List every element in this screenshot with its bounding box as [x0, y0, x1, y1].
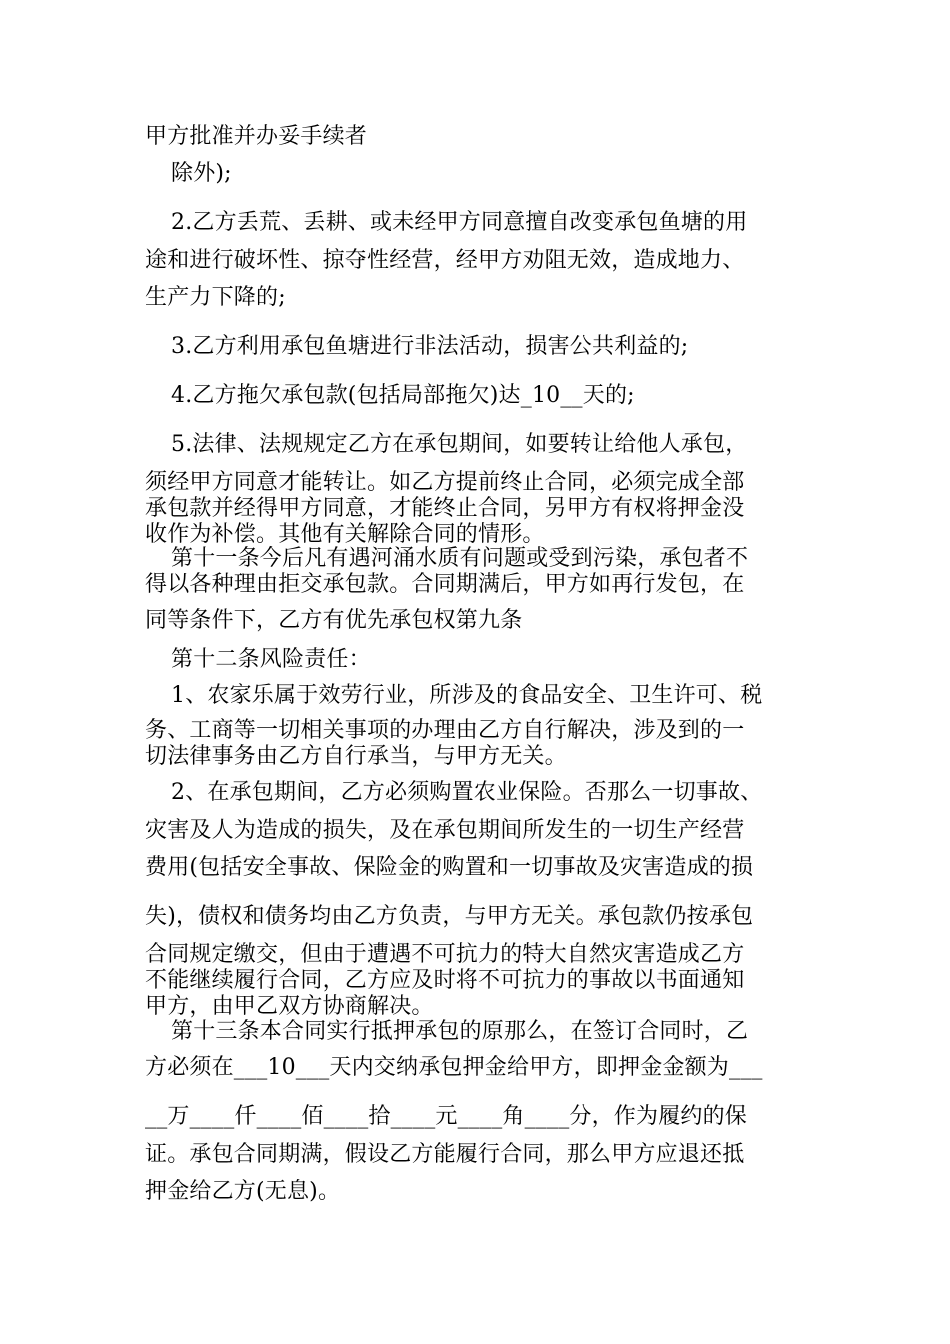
- text-line: 押金给乙方(无息)。: [145, 1179, 341, 1204]
- text-line: 第十二条风险责任：: [171, 647, 371, 672]
- text-line: 生产力下降的;: [145, 285, 286, 310]
- text-line: 灾害及人为造成的损失，及在承包期间所发生的一切生产经营: [145, 818, 745, 843]
- text-line: 5.法律、法规规定乙方在承包期间，如要转让给他人承包，: [171, 432, 748, 457]
- text-line: 2.乙方丢荒、丢耕、或未经甲方同意擅自改变承包鱼塘的用: [171, 210, 748, 235]
- text-line: 失)，债权和债务均由乙方负责，与甲方无关。承包款仍按承包: [145, 904, 754, 929]
- text-line: 合同规定缴交，但由于遭遇不可抗力的特大自然灾害造成乙方: [145, 942, 745, 967]
- text-line: 方必须在___10___天内交纳承包押金给甲方，即押金金额为___: [145, 1055, 763, 1080]
- text-line: 不能继续履行合同，乙方应及时将不可抗力的事故以书面通知: [145, 968, 745, 993]
- text-line: 途和进行破坏性、掠夺性经营，经甲方劝阻无效，造成地力、: [145, 248, 745, 273]
- text-line: 务、工商等一切相关事项的办理由乙方自行解决，涉及到的一: [145, 718, 745, 743]
- text-line: 同等条件下，乙方有优先承包权第九条: [145, 608, 523, 633]
- text-line: __万____仟____佰____拾____元____角____分，作为履约的保: [145, 1104, 748, 1129]
- text-line: 得以各种理由拒交承包款。合同期满后，甲方如再行发包，在: [145, 572, 745, 597]
- text-line: 1、农家乐属于效劳行业，所涉及的食品安全、卫生许可、税: [171, 683, 763, 708]
- text-line: 甲方批准并办妥手续者: [145, 124, 368, 149]
- text-line: 4.乙方拖欠承包款(包括局部拖欠)达_10__天的;: [171, 383, 635, 408]
- text-line: 证。承包合同期满，假设乙方能履行合同，那么甲方应退还抵: [145, 1142, 745, 1167]
- text-line: 2、在承包期间，乙方必须购置农业保险。否那么一切事故、: [171, 780, 763, 805]
- text-line: 第十一条今后凡有遇河涌水质有问题或受到污染，承包者不: [171, 546, 749, 571]
- text-line: 第十三条本合同实行抵押承包的原那么，在签订合同时，乙: [171, 1019, 749, 1044]
- text-line: 甲方，由甲乙双方协商解决。: [145, 994, 434, 1019]
- text-line: 费用(包括安全事故、保险金的购置和一切事故及灾害造成的损: [145, 855, 754, 880]
- text-line: 3.乙方利用承包鱼塘进行非法活动，损害公共利益的;: [171, 334, 689, 359]
- text-line: 收作为补偿。其他有关解除合同的情形。: [145, 522, 545, 547]
- text-line: 切法律事务由乙方自行承当，与甲方无关。: [145, 744, 567, 769]
- text-line: 除外);: [171, 161, 232, 186]
- text-line: 承包款并经得甲方同意，才能终止合同，另甲方有权将押金没: [145, 496, 745, 521]
- text-line: 须经甲方同意才能转让。如乙方提前终止合同，必须完成全部: [145, 470, 745, 495]
